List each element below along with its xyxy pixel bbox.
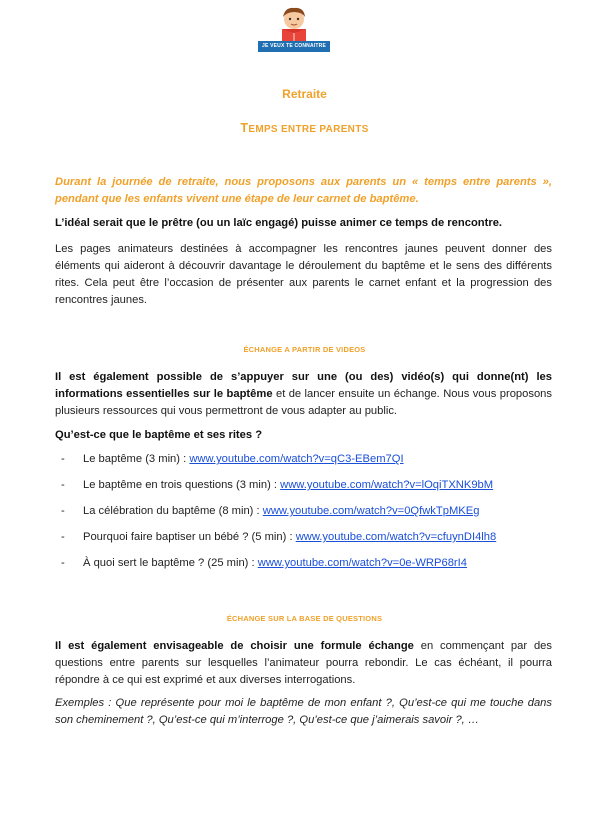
paragraph-questions-bold: Il est également envisageable de choisir une formule échange bbox=[55, 640, 414, 652]
paragraph-videos bbox=[55, 369, 552, 420]
paragraph-videos-bold: Il est également possible de s’appuyer sur une (ou des) vidéo(s) qui donne(nt) les informations essentielles sur le baptême bbox=[55, 371, 552, 400]
video-link[interactable]: www.youtube.com/watch?v=0QfwkTpMKEg bbox=[262, 505, 480, 517]
subtitle-rest: EMPS ENTRE PARENTS bbox=[248, 124, 369, 135]
list-item: - À quoi sert le baptême ? (25 min) : www.youtube.com/watch?v=0e-WRP68rI4 bbox=[61, 557, 467, 569]
examples-paragraph: Exemples : Que représente pour moi le baptême de mon enfant ?, Qu’est-ce qui me touche dans son cheminement ?, Qu’est-ce qui m’interroge ?, Qu’est-ce que j’aimerais savoir ?, … bbox=[55, 697, 552, 726]
section-heading-videos: ÉCHANGE A PARTIR DE VIDEOS bbox=[243, 345, 366, 354]
list-item: - Le baptême (3 min) : www.youtube.com/watch?v=qC3-EBem7QI bbox=[61, 453, 404, 465]
video-label: Pourquoi faire baptiser un bébé ? (5 min) : bbox=[83, 531, 296, 543]
question-title: Qu’est-ce que le baptême et ses rites ? bbox=[55, 429, 263, 441]
video-label: Le baptême (3 min) : bbox=[83, 453, 190, 465]
paragraph-questions-rest: en commençant par des questions entre parents sur lesquelles l’animateur pourra rebondir. Le cas échéant, il pourra répondre à ce qui est exprimé et aux diverses interrogations. bbox=[55, 640, 552, 686]
paragraph-videos-rest: et de lancer ensuite un échange. Nous vous proposons plusieurs ressources qui vous permettront de vous adapter au public. bbox=[55, 388, 552, 417]
page-subtitle bbox=[0, 121, 609, 135]
video-list bbox=[55, 451, 575, 581]
paragraph-questions bbox=[55, 638, 552, 689]
video-label: La célébration du baptême (8 min) : bbox=[83, 505, 263, 517]
child-reading-icon bbox=[258, 4, 330, 44]
video-link[interactable]: www.youtube.com/watch?v=lOqiTXNK9bM bbox=[280, 479, 494, 491]
je-veux-te-connaitre-logo bbox=[258, 4, 330, 52]
list-item: - Le baptême en trois questions (3 min) : www.youtube.com/watch?v=lOqiTXNK9bM bbox=[61, 479, 494, 491]
subtitle-initial: T bbox=[240, 121, 249, 135]
ideal-statement: L’idéal serait que le prêtre (ou un laïc engagé) puisse animer ce temps de rencontre. bbox=[55, 217, 503, 229]
section-heading-questions: ÉCHANGE SUR LA BASE DE QUESTIONS bbox=[226, 614, 383, 623]
video-label: À quoi sert le baptême ? (25 min) : bbox=[83, 557, 258, 569]
logo-banner: JE VEUX TE CONNAITRE bbox=[258, 41, 330, 52]
list-item: - La célébration du baptême (8 min) : www.youtube.com/watch?v=0QfwkTpMKEg bbox=[61, 505, 480, 517]
intro-paragraph: Durant la journée de retraite, nous proposons aux parents un « temps entre parents », pendant que les enfants vivent une étape de leur carnet de baptême. bbox=[55, 176, 552, 205]
video-label: Le baptême en trois questions (3 min) : bbox=[83, 479, 281, 491]
video-link[interactable]: www.youtube.com/watch?v=0e-WRP68rI4 bbox=[257, 557, 467, 569]
video-link[interactable]: www.youtube.com/watch?v=cfuynDI4lh8 bbox=[295, 531, 497, 543]
paragraph-animators: Les pages animateurs destinées à accompagner les rencontres jaunes peuvent donner des éléments qui aideront à découvrir davantage le déroulement du baptême et le sens des différents rites. Cela peut être l’occasion de présenter aux parents le carnet enfant et la progression des rencontres jaunes. bbox=[55, 243, 552, 306]
video-link[interactable]: www.youtube.com/watch?v=qC3-EBem7QI bbox=[189, 453, 404, 465]
page-title: Retraite bbox=[282, 87, 327, 101]
list-item: - Pourquoi faire baptiser un bébé ? (5 min) : www.youtube.com/watch?v=cfuynDI4lh8 bbox=[61, 531, 497, 543]
